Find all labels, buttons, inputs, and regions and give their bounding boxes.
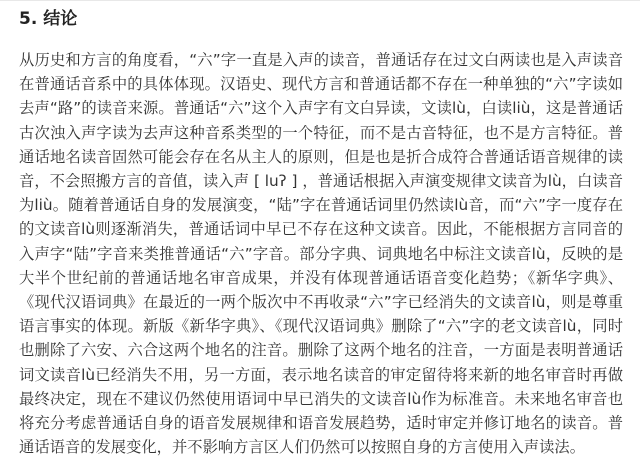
top-divider	[0, 0, 640, 1]
section-heading: 5. 结论	[19, 9, 78, 29]
conclusion-paragraph: 从历史和方言的角度看，“六”字一直是入声的读音，普通话存在过文白两读也是入声读音在普通话音系中的具体体现。汉语史、现代方言和普通话都不存在一种单独的“六”字读如去声“路”的读音来源。普通话“六”这个入声字有文白异读，文读lù，白读liù，这是普通话古次浊入声字读为去声这种音系类型的一个特征，而不是古音特征，也不是方言特征。普通话地名读音固然可能会存在名从主人的原则，但是也是折合成符合普通话语音规律的读音，不会照搬方言的音值，读入声 [ luʔ ] ，普通话根据入声演变规律文读音为lù，白读音为liù。随着普通话自身的发展演变，“陆”字在普通话词里仍然读lù音，而“六”字一度存在的文读音lù则逐渐消失，普通话词中早已不存在这种文读音。因此，不能根据方言同音的入声字“陆”字音来类推普通话“六”字音。部分字典、词典地名中标注文读音lù，反映的是大半个世纪前的普通话地名审音成果，并没有体现普通话语音变化趋势；《新华字典》、《现代汉语词典》在最近的一两个版次中不再收录“六”字已经消失的文读音lù，则是尊重语言事实的体现。新版《新华字典》、《现代汉语词典》删除了“六”字的老文读音lù，同时也删除了六安、六合这两个地名的注音。删除了这两个地名的注音，一方面是表明普通话词文读音lù已经消失不用，另一方面，表示地名读音的审定留待将来新的地名审音时再做最终决定，现在不建议仍然使用语词中早已消失的文读音lù作为标准音。未来地名审音也将充分考虑普通话自身的语音发展规律和语音发展趋势，适时审定并修订地名的读音。普通话语音的发展变化，并不影响方言区人们仍然可以按照自身的方言使用入声读法。	[19, 51, 623, 457]
